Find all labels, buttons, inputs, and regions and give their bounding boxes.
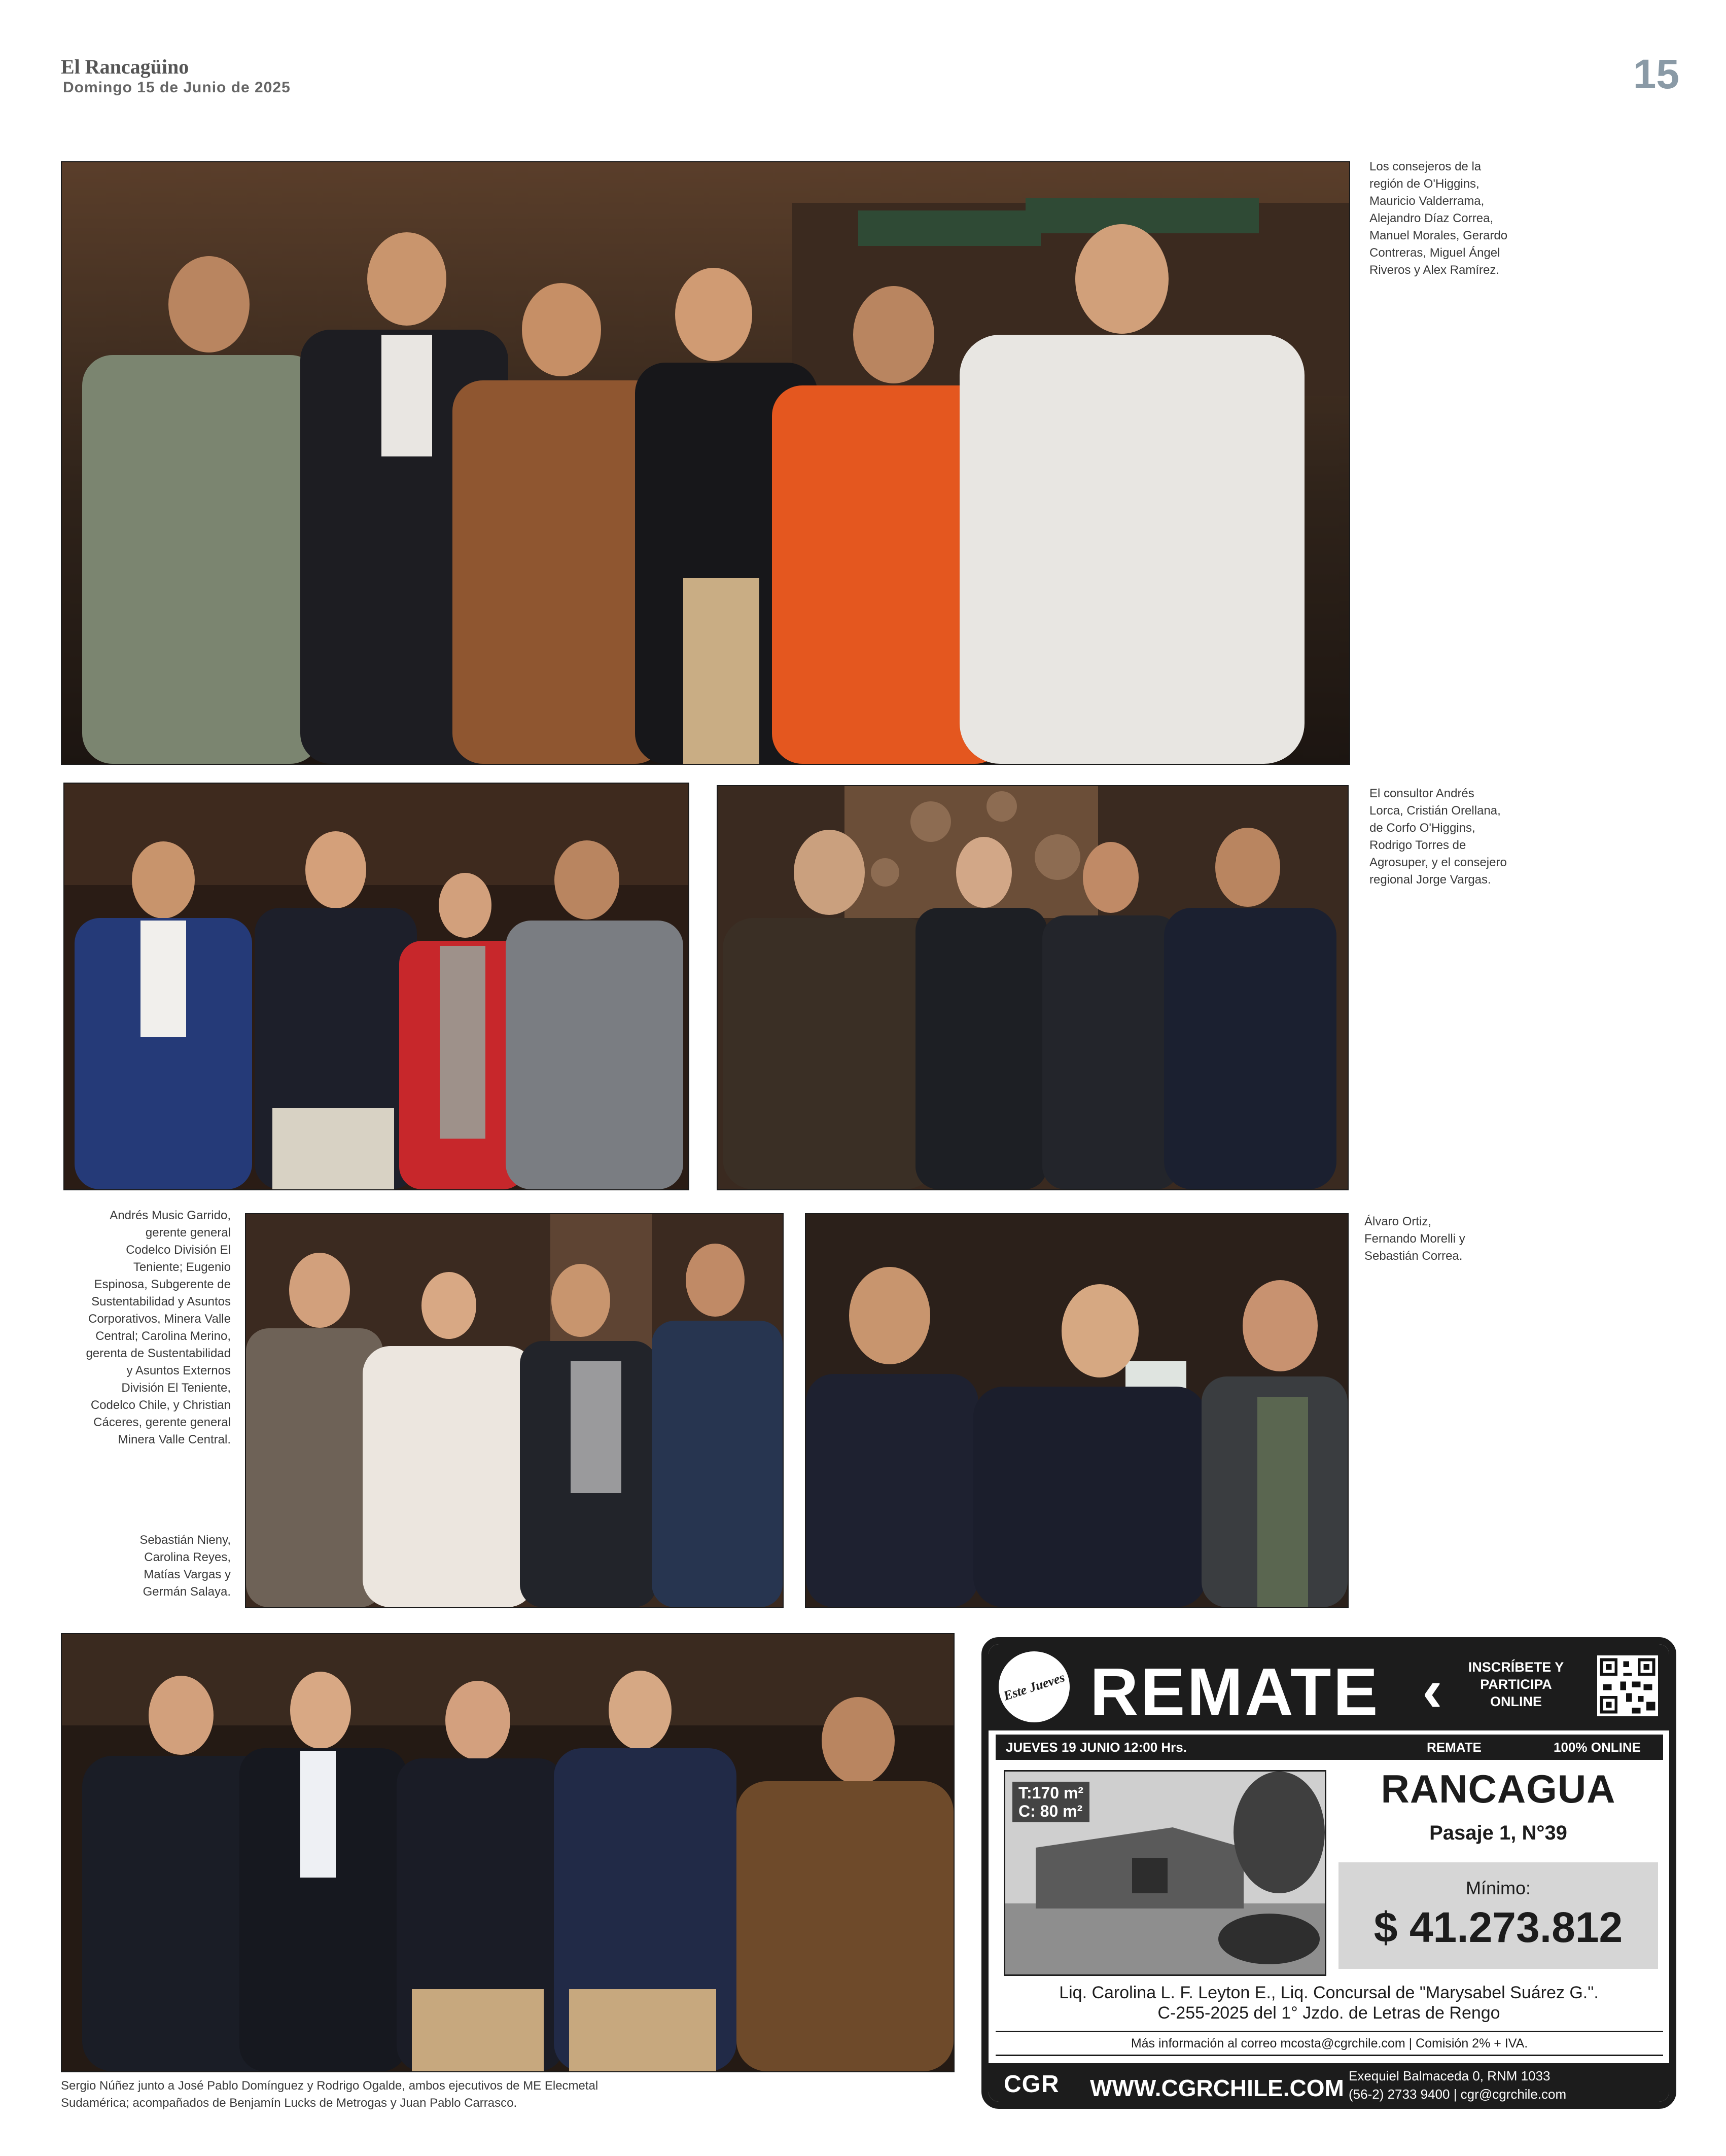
caption-line: Álvaro Ortiz, — [1364, 1215, 1432, 1228]
caption-line: Contreras, Miguel Ángel — [1369, 246, 1500, 260]
ad-signup-line: PARTICIPA — [1480, 1677, 1552, 1692]
dateline: Domingo 15 de Junio de 2025 — [63, 79, 291, 96]
caption-line: Teniente; Eugenio — [133, 1260, 231, 1274]
ad-minimum-price: $ 41.273.812 — [1373, 1903, 1623, 1951]
ad-contact-phone-email[interactable]: (56-2) 2733 9400 | cgr@cgrchile.com — [1349, 2087, 1567, 2102]
ad-liquidator-line: Liq. Carolina L. F. Leyton E., Liq. Concursal de "Marysabel Suárez G.". — [1059, 1983, 1599, 2002]
ad-property-sizes — [1012, 1782, 1089, 1822]
caption-line: Sebastián Nieny, — [139, 1533, 231, 1547]
ad-minimum-label: Mínimo: — [1465, 1878, 1531, 1898]
ad-info-line[interactable]: Más información al correo mcosta@cgrchile.com | Comisión 2% + IVA. — [996, 2031, 1663, 2056]
ad-house-photo — [1004, 1770, 1326, 1976]
photo-consejeros — [61, 161, 1350, 765]
caption-line: Riveros y Alex Ramírez. — [1369, 263, 1500, 277]
caption-line: Mauricio Valderrama, — [1369, 194, 1485, 208]
caption-line: Codelco Chile, y Christian — [90, 1398, 231, 1412]
ad-header — [989, 1644, 1669, 1730]
caption-line: Lorca, Cristián Orellana, — [1369, 804, 1501, 818]
ad-signup-line: ONLINE — [1490, 1694, 1542, 1709]
caption-line: Sebastián Correa. — [1364, 1249, 1463, 1263]
caption-line: Fernando Morelli y — [1364, 1232, 1465, 1246]
caption-ortiz — [1364, 1213, 1517, 1265]
caption-line: Espinosa, Subgerente de — [94, 1278, 231, 1291]
qr-code-icon[interactable] — [1597, 1655, 1658, 1716]
ad-date: JUEVES 19 JUNIO 12:00 Hrs. — [1006, 1740, 1187, 1755]
ad-title: REMATE — [1090, 1654, 1380, 1729]
caption-line: Corporativos, Minera Valle — [88, 1312, 231, 1326]
caption-line: región de O'Higgins, — [1369, 177, 1480, 191]
ad-size-built: C: 80 m² — [1018, 1802, 1083, 1820]
caption-line: Carolina Reyes, — [144, 1550, 231, 1564]
caption-line: Agrosuper, y el consejero — [1369, 856, 1507, 869]
caption-line: Sergio Núñez junto a José Pablo Domínguez y Rodrigo Ogalde, ambos ejecutivos de ME Elecmetal — [61, 2079, 598, 2093]
caption-line: Cáceres, gerente general — [93, 1416, 231, 1429]
photo-nieny — [245, 1213, 784, 1608]
caption-line: Central; Carolina Merino, — [95, 1329, 231, 1343]
masthead: El Rancagüino — [61, 55, 189, 78]
ad-website-link[interactable]: WWW.CGRCHILE.COM — [1090, 2075, 1344, 2101]
caption-line: División El Teniente, — [121, 1381, 231, 1395]
ad-tag-online: 100% ONLINE — [1554, 1740, 1641, 1755]
ad-price-box — [1338, 1862, 1658, 1969]
caption-line: de Corfo O'Higgins, — [1369, 821, 1475, 835]
caption-line: Sudamérica; acompañados de Benjamín Lucks de Metrogas y Juan Pablo Carrasco. — [61, 2096, 517, 2110]
ad-address: Pasaje 1, N°39 — [1429, 1822, 1567, 1844]
caption-nieny — [51, 1532, 231, 1601]
photo-codelco — [63, 783, 689, 1190]
ad-size-terrain: T:170 m² — [1018, 1784, 1084, 1802]
caption-line: Rodrigo Torres de — [1369, 838, 1466, 852]
photo-corfo — [717, 785, 1349, 1190]
ad-stamp: Este Jueves — [990, 1642, 1079, 1731]
ad-tag-remate: REMATE — [1427, 1740, 1482, 1755]
caption-line: El consultor Andrés — [1369, 787, 1474, 800]
ad-footer — [989, 2063, 1669, 2109]
page-number: 15 — [1633, 51, 1679, 97]
auction-ad[interactable] — [981, 1637, 1676, 2109]
caption-line: Andrés Music Garrido, — [110, 1209, 231, 1222]
caption-line: y Asuntos Externos — [126, 1364, 231, 1377]
ad-signup[interactable] — [1460, 1658, 1572, 1710]
ad-city: RANCAGUA — [1381, 1766, 1616, 1811]
ad-contact-address: Exequiel Balmaceda 0, RNM 1033 — [1349, 2068, 1551, 2083]
caption-consejeros — [1369, 158, 1542, 279]
ad-date-bar — [996, 1735, 1663, 1760]
caption-line: gerenta de Sustentabilidad — [86, 1347, 231, 1360]
cgr-logo: CGR — [1004, 2071, 1060, 2098]
caption-elecmetal — [61, 2077, 974, 2112]
caption-codelco — [51, 1207, 231, 1448]
caption-line: regional Jorge Vargas. — [1369, 873, 1491, 887]
caption-line: gerente general — [145, 1226, 231, 1240]
caption-line: Minera Valle Central. — [118, 1433, 231, 1446]
caption-line: Sustentabilidad y Asuntos — [91, 1295, 231, 1309]
chevron-left-icon: ‹ — [1422, 1656, 1442, 1724]
photo-elecmetal — [61, 1633, 955, 2072]
caption-line: Codelco División El — [126, 1243, 231, 1257]
caption-line: Alejandro Díaz Correa, — [1369, 211, 1494, 225]
caption-line: Matías Vargas y — [144, 1568, 231, 1581]
photo-ortiz — [805, 1213, 1349, 1608]
caption-line: Los consejeros de la — [1369, 160, 1482, 173]
caption-line: Germán Salaya. — [143, 1585, 231, 1599]
ad-case-line: C-255-2025 del 1° Jzdo. de Letras de Rengo — [1157, 2003, 1500, 2023]
caption-corfo — [1369, 785, 1552, 889]
caption-line: Manuel Morales, Gerardo — [1369, 229, 1508, 242]
ad-signup-line: INSCRÍBETE Y — [1468, 1659, 1564, 1675]
